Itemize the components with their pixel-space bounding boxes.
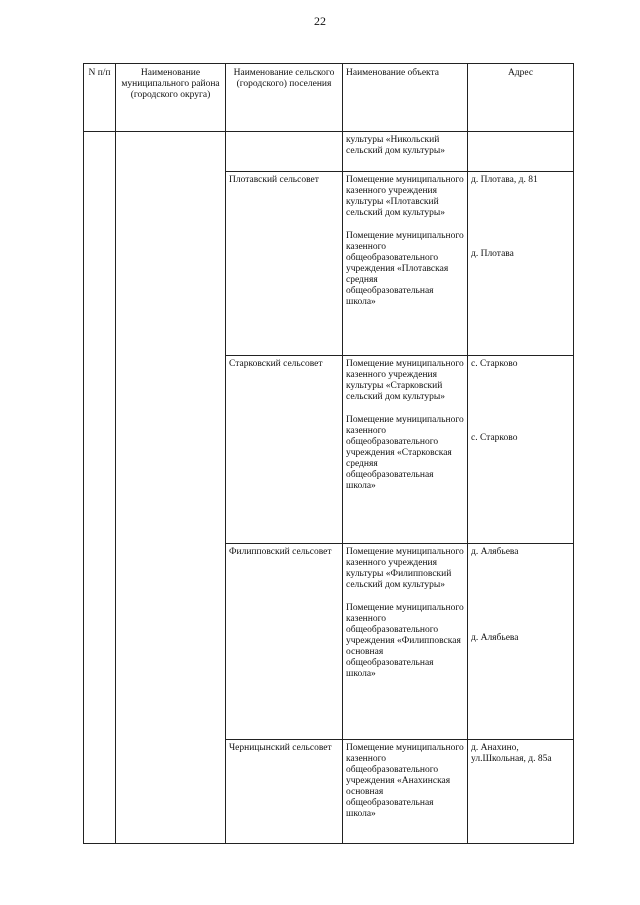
object-address: д. Плотава, д. 81 [471,175,538,185]
object-cell [343,740,468,844]
object-cell [343,356,468,544]
object-address: д. Алябьева [471,547,519,557]
address-cell [468,356,574,544]
object-name: Помещение муниципального казенного учреждения культуры «Старковский сельский дом культуры» [346,359,464,402]
header-number: N п/п [84,64,116,132]
polling-places-table [83,63,574,844]
number-cell [84,132,116,844]
settlement-cell: Филипповский сельсовет [226,544,343,740]
object-address: с. Старково [471,433,518,443]
settlement-cell: Старковский сельсовет [226,356,343,544]
object-address: с. Старково [471,359,518,369]
header-settlement: Наименование сельского (городского) поселения [226,64,343,132]
object-address: д. Алябьева [471,633,519,643]
object-address: д. Плотава [471,249,514,259]
page-number: 22 [314,14,326,28]
object-name: Помещение муниципального казенного общеобразовательного учреждения «Старковская средняя общеобразовательная школа» [346,415,464,491]
object-cell [343,544,468,740]
address-cell [468,740,574,844]
address-cell [468,544,574,740]
table-row [84,132,574,172]
object-name: Помещение муниципального казенного учреждения культуры «Филипповский сельский дом культуры» [346,547,464,590]
object-cell: культуры «Никольский сельский дом культуры» [343,132,468,172]
object-name: Помещение муниципального казенного общеобразовательного учреждения «Филипповская основная общеобразовательная школа» [346,603,464,679]
object-cell [343,172,468,356]
settlement-cell: Черницынский сельсовет [226,740,343,844]
header-district: Наименование муниципального района (городского округа) [116,64,226,132]
address-cell [468,132,574,172]
table-header-row [84,64,574,132]
settlement-cell: Плотавский сельсовет [226,172,343,356]
header-address: Адрес [468,64,574,132]
district-cell [116,132,226,844]
settlement-cell [226,132,343,172]
object-name: Помещение муниципального казенного общеобразовательного учреждения «Плотавская средняя общеобразовательная школа» [346,231,464,307]
object-name: Помещение муниципального казенного общеобразовательного учреждения «Анахинская основная общеобразовательная школа» [346,743,464,819]
header-object: Наименование объекта [343,64,468,132]
object-name: Помещение муниципального казенного учреждения культуры «Плотавский сельский дом культуры» [346,175,464,218]
object-address: д. Анахино, ул.Школьная, д. 85а [471,743,552,764]
address-cell [468,172,574,356]
